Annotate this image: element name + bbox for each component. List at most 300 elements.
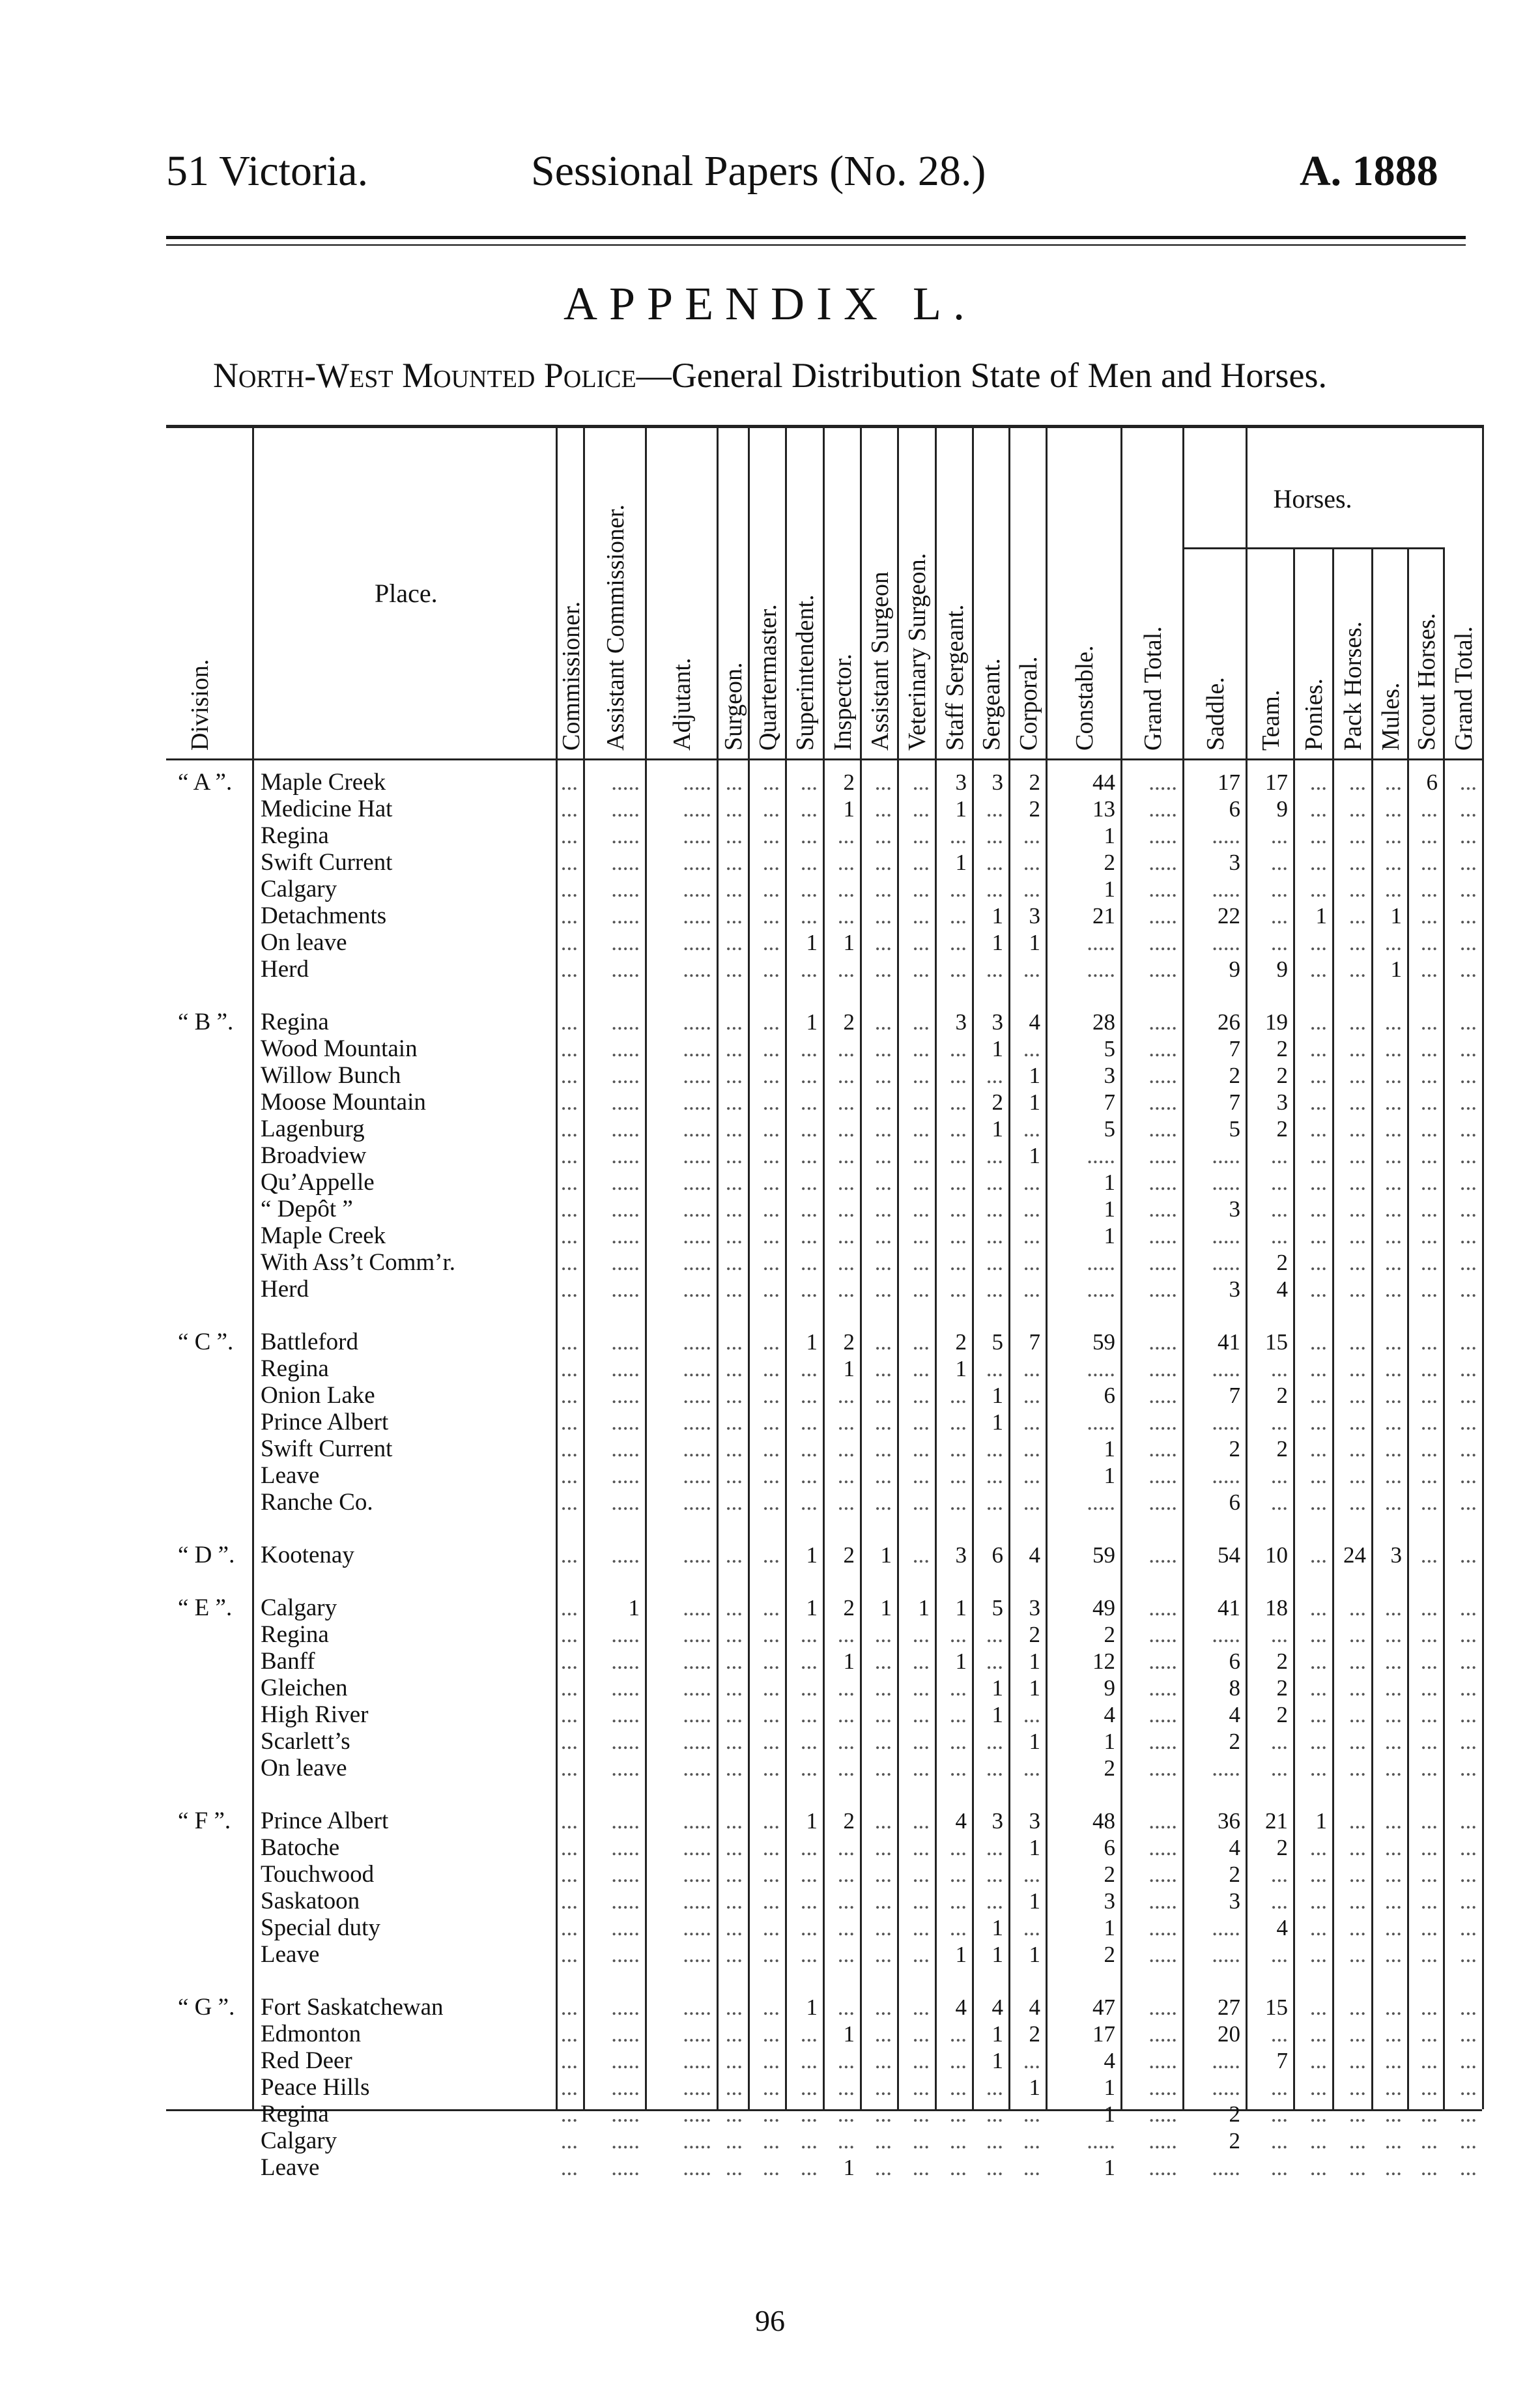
col-header-scout-horses: Scout Horses. xyxy=(1412,613,1440,751)
cell-dots: ..... xyxy=(611,1276,640,1302)
cell-value: 1 xyxy=(1029,1729,1040,1754)
cell-value: 1 xyxy=(991,1675,1003,1701)
table-subtitle xyxy=(0,355,1540,396)
cell-value: 3 xyxy=(955,1542,967,1568)
cell-dots: ... xyxy=(1348,2128,1366,2154)
cell-dots: ... xyxy=(762,1463,780,1488)
cell-dots: ... xyxy=(837,1675,855,1701)
cell-value: 3 xyxy=(1229,850,1240,875)
cell-dots: ... xyxy=(1348,1862,1366,1887)
cell-dots: ... xyxy=(949,903,967,929)
cell-dots: ..... xyxy=(611,850,640,875)
cell-dots: ... xyxy=(874,2021,892,2047)
cell-dots: ... xyxy=(874,1490,892,1515)
cell-value: 17 xyxy=(1218,770,1240,795)
cell-dots: ... xyxy=(949,1436,967,1462)
header-sessional-papers: Sessional Papers (No. 28.) xyxy=(531,147,986,195)
cell-dots: ..... xyxy=(683,1729,711,1754)
cell-dots: ... xyxy=(1348,1463,1366,1488)
cell-dots: ... xyxy=(1023,2101,1040,2127)
cell-dots: ... xyxy=(874,1436,892,1462)
cell-dots: ... xyxy=(1420,1276,1438,1302)
cell-dots: ... xyxy=(1270,1755,1288,1781)
cell-dots: ... xyxy=(1348,1223,1366,1248)
cell-dots: ... xyxy=(986,1862,1003,1887)
cell-dots: ... xyxy=(800,903,818,929)
cell-dots: ... xyxy=(874,1250,892,1275)
cell-dots: ... xyxy=(1309,1862,1327,1887)
cell-dots: ..... xyxy=(611,1089,640,1115)
cell-dots: ... xyxy=(874,1116,892,1142)
cell-dots: ... xyxy=(912,1490,930,1515)
cell-value: 1 xyxy=(955,796,967,822)
cell-dots: ... xyxy=(800,1835,818,1860)
cell-dots: ... xyxy=(949,1490,967,1515)
cell-dots: ..... xyxy=(611,1409,640,1435)
cell-dots: ... xyxy=(1309,930,1327,955)
cell-value: 2 xyxy=(843,1542,855,1568)
cell-dots: ... xyxy=(986,1463,1003,1488)
cell-dots: ... xyxy=(949,1383,967,1408)
cell-dots: ... xyxy=(560,2048,578,2073)
cell-value: 27 xyxy=(1218,1995,1240,2020)
cell-dots: ..... xyxy=(683,1063,711,1088)
cell-value: 1 xyxy=(1104,1196,1115,1222)
cell-dots: ... xyxy=(800,1356,818,1381)
cell-dots: ... xyxy=(1384,1702,1402,1727)
cell-dots: ... xyxy=(874,1675,892,1701)
cell-dots: ... xyxy=(1459,850,1477,875)
cell-value: 1 xyxy=(955,1595,967,1621)
cell-dots: ... xyxy=(986,1223,1003,1248)
cell-dots: ... xyxy=(986,1143,1003,1168)
cell-dots: ..... xyxy=(1212,2155,1240,2180)
cell-dots: ... xyxy=(1420,1196,1438,1222)
cell-value: 28 xyxy=(1092,1009,1115,1035)
place-name: Regina xyxy=(261,2101,329,2127)
cell-dots: ... xyxy=(1384,1089,1402,1115)
cell-dots: ... xyxy=(912,850,930,875)
cell-dots: ... xyxy=(949,1223,967,1248)
cell-dots: ..... xyxy=(1212,2075,1240,2100)
cell-dots: ... xyxy=(1459,1170,1477,1195)
cell-dots: ..... xyxy=(1148,1862,1177,1887)
cell-value: 3 xyxy=(1104,1063,1115,1088)
place-name: Regina xyxy=(261,1009,329,1035)
cell-value: 1 xyxy=(1029,1143,1040,1168)
cell-dots: ... xyxy=(1420,2128,1438,2154)
cell-dots: ... xyxy=(1459,1542,1477,1568)
cell-dots: ... xyxy=(1420,2075,1438,2100)
cell-dots: ... xyxy=(1384,1915,1402,1940)
cell-dots: ..... xyxy=(611,2128,640,2154)
cell-dots: ... xyxy=(762,1143,780,1168)
cell-dots: ... xyxy=(1348,1915,1366,1940)
cell-dots: ... xyxy=(1459,1995,1477,2020)
cell-dots: ..... xyxy=(683,1915,711,1940)
cell-dots: ..... xyxy=(611,1622,640,1647)
cell-dots: ... xyxy=(560,1356,578,1381)
cell-dots: ... xyxy=(1309,957,1327,982)
cell-dots: ... xyxy=(912,1170,930,1195)
cell-value: 7 xyxy=(1229,1036,1240,1061)
page-number: 96 xyxy=(755,2304,785,2337)
cell-dots: ... xyxy=(762,1915,780,1940)
cell-dots: ... xyxy=(560,1170,578,1195)
cell-dots: ... xyxy=(1348,1356,1366,1381)
place-name: Calgary xyxy=(261,1594,337,1621)
cell-dots: ..... xyxy=(1148,1888,1177,1914)
cell-dots: ... xyxy=(800,1143,818,1168)
cell-dots: ... xyxy=(874,1649,892,1674)
cell-dots: ... xyxy=(1420,1542,1438,1568)
col-header-superintendent: Superintendent. xyxy=(791,594,819,751)
cell-dots: ... xyxy=(1420,1729,1438,1754)
cell-dots: ... xyxy=(1348,1808,1366,1834)
cell-dots: ... xyxy=(1309,1329,1327,1355)
cell-dots: ..... xyxy=(1148,1063,1177,1088)
cell-dots: ..... xyxy=(683,1942,711,1967)
place-name: Calgary xyxy=(261,2127,337,2154)
cell-dots: ... xyxy=(949,1036,967,1061)
cell-dots: ..... xyxy=(683,1383,711,1408)
cell-dots: ... xyxy=(725,1143,743,1168)
cell-value: 41 xyxy=(1218,1595,1240,1621)
division-label: “ G ”. xyxy=(178,1994,235,2021)
cell-dots: ... xyxy=(874,1463,892,1488)
cell-dots: ... xyxy=(837,1835,855,1860)
cell-dots: ... xyxy=(1459,796,1477,822)
place-name: Regina xyxy=(261,1621,329,1648)
cell-dots: ... xyxy=(986,1170,1003,1195)
cell-value: 4 xyxy=(1029,1009,1040,1035)
cell-dots: ..... xyxy=(611,1009,640,1035)
col-header-horses: Horses. xyxy=(1273,484,1352,513)
cell-dots: ... xyxy=(1348,1250,1366,1275)
cell-dots: ... xyxy=(1023,1463,1040,1488)
cell-dots: ... xyxy=(725,2048,743,2073)
place-name: Wood Mountain xyxy=(261,1035,418,1062)
place-name: Leave xyxy=(261,1941,320,1968)
cell-dots: ... xyxy=(725,1995,743,2020)
cell-dots: ... xyxy=(912,1862,930,1887)
cell-value: 1 xyxy=(955,1942,967,1967)
cell-dots: ... xyxy=(874,1276,892,1302)
cell-dots: ... xyxy=(725,1835,743,1860)
cell-value: 9 xyxy=(1276,796,1288,822)
cell-dots: ... xyxy=(725,1862,743,1887)
cell-dots: ... xyxy=(949,1622,967,1647)
cell-value: 18 xyxy=(1265,1595,1288,1621)
cell-dots: ... xyxy=(762,1383,780,1408)
cell-dots: ... xyxy=(949,876,967,902)
cell-dots: ... xyxy=(1384,1942,1402,1967)
place-name: Leave xyxy=(261,2154,320,2181)
cell-value: 1 xyxy=(806,930,818,955)
cell-dots: ... xyxy=(949,1063,967,1088)
cell-dots: ..... xyxy=(611,1995,640,2020)
cell-dots: ... xyxy=(1348,1995,1366,2020)
cell-dots: ... xyxy=(1309,1196,1327,1222)
cell-dots: ..... xyxy=(683,957,711,982)
cell-dots: ..... xyxy=(611,2021,640,2047)
cell-dots: ... xyxy=(1384,2128,1402,2154)
cell-dots: ... xyxy=(1309,1223,1327,1248)
cell-dots: ... xyxy=(800,1622,818,1647)
cell-dots: ... xyxy=(560,1409,578,1435)
cell-dots: ... xyxy=(874,1329,892,1355)
cell-dots: ... xyxy=(725,876,743,902)
cell-dots: ... xyxy=(800,1888,818,1914)
cell-dots: ... xyxy=(560,1702,578,1727)
cell-value: 2 xyxy=(1104,1755,1115,1781)
cell-dots: ... xyxy=(1459,1276,1477,1302)
col-header-inspector: Inspector. xyxy=(829,654,857,751)
cell-dots: ... xyxy=(1384,2048,1402,2073)
cell-dots: ... xyxy=(1459,1888,1477,1914)
cell-value: 4 xyxy=(991,1995,1003,2020)
cell-dots: ... xyxy=(1023,823,1040,848)
cell-dots: ... xyxy=(874,796,892,822)
cell-dots: ..... xyxy=(1148,1250,1177,1275)
cell-dots: ... xyxy=(1309,1622,1327,1647)
cell-dots: ..... xyxy=(683,1808,711,1834)
cell-dots: ... xyxy=(912,2048,930,2073)
cell-value: 15 xyxy=(1265,1329,1288,1355)
cell-dots: ..... xyxy=(611,1356,640,1381)
cell-dots: ..... xyxy=(1087,1409,1115,1435)
cell-dots: ... xyxy=(874,2048,892,2073)
cell-dots: ... xyxy=(986,850,1003,875)
cell-value: 4 xyxy=(955,1995,967,2020)
cell-value: 12 xyxy=(1092,1649,1115,1674)
cell-dots: ..... xyxy=(611,1835,640,1860)
col-header-team: Team. xyxy=(1257,689,1285,751)
cell-dots: ... xyxy=(986,1888,1003,1914)
cell-dots: ..... xyxy=(683,2075,711,2100)
cell-dots: ... xyxy=(912,1409,930,1435)
cell-dots: ... xyxy=(1384,2075,1402,2100)
cell-dots: ... xyxy=(560,1675,578,1701)
cell-dots: ... xyxy=(762,1622,780,1647)
cell-dots: ... xyxy=(725,796,743,822)
cell-dots: ..... xyxy=(683,1862,711,1887)
cell-dots: ... xyxy=(800,1729,818,1754)
cell-dots: ... xyxy=(762,823,780,848)
cell-value: 2 xyxy=(1104,850,1115,875)
cell-dots: ... xyxy=(912,876,930,902)
cell-dots: ... xyxy=(837,903,855,929)
cell-dots: ... xyxy=(837,2075,855,2100)
cell-dots: ... xyxy=(986,1436,1003,1462)
cell-dots: ... xyxy=(560,1143,578,1168)
cell-dots: ... xyxy=(837,2048,855,2073)
cell-value: 2 xyxy=(1229,1862,1240,1887)
cell-dots: ... xyxy=(560,1915,578,1940)
cell-dots: ... xyxy=(949,1862,967,1887)
cell-dots: ... xyxy=(1459,1436,1477,1462)
cell-dots: ... xyxy=(560,1888,578,1914)
cell-dots: ..... xyxy=(1212,1143,1240,1168)
cell-dots: ..... xyxy=(1148,1595,1177,1621)
cell-dots: ... xyxy=(1459,1675,1477,1701)
cell-dots: ... xyxy=(1309,1356,1327,1381)
cell-dots: ... xyxy=(800,770,818,795)
cell-dots: ... xyxy=(949,1463,967,1488)
cell-dots: ... xyxy=(725,1702,743,1727)
cell-dots: ... xyxy=(762,903,780,929)
cell-dots: ..... xyxy=(683,1116,711,1142)
cell-dots: ..... xyxy=(1212,1250,1240,1275)
cell-dots: ... xyxy=(1384,823,1402,848)
cell-dots: ... xyxy=(1348,2101,1366,2127)
cell-dots: ..... xyxy=(1148,1089,1177,1115)
cell-dots: ... xyxy=(837,1702,855,1727)
cell-dots: ..... xyxy=(1148,770,1177,795)
cell-value: 2 xyxy=(1229,2128,1240,2154)
cell-dots: ... xyxy=(986,2101,1003,2127)
cell-dots: ... xyxy=(986,823,1003,848)
cell-dots: ... xyxy=(800,2155,818,2180)
cell-dots: ... xyxy=(837,1409,855,1435)
cell-dots: ... xyxy=(912,2021,930,2047)
cell-dots: ... xyxy=(800,957,818,982)
cell-dots: ... xyxy=(837,1250,855,1275)
place-name: Medicine Hat xyxy=(261,796,393,822)
cell-dots: ... xyxy=(912,1223,930,1248)
cell-value: 1 xyxy=(1104,1223,1115,1248)
cell-dots: ... xyxy=(560,1622,578,1647)
cell-value: 1 xyxy=(1104,1463,1115,1488)
cell-value: 1 xyxy=(1104,823,1115,848)
cell-dots: ... xyxy=(912,1329,930,1355)
cell-dots: ... xyxy=(874,1835,892,1860)
cell-dots: ... xyxy=(1384,1009,1402,1035)
cell-dots: ... xyxy=(560,1649,578,1674)
cell-dots: ... xyxy=(1420,1888,1438,1914)
cell-dots: ... xyxy=(1309,2021,1327,2047)
cell-dots: ..... xyxy=(611,1196,640,1222)
cell-dots: ... xyxy=(1459,1036,1477,1061)
cell-dots: ..... xyxy=(1148,1356,1177,1381)
cell-dots: ... xyxy=(1384,1143,1402,1168)
cell-dots: ..... xyxy=(611,1755,640,1781)
cell-dots: ... xyxy=(1348,1595,1366,1621)
cell-dots: ... xyxy=(762,1036,780,1061)
cell-dots: ... xyxy=(1023,957,1040,982)
cell-value: 1 xyxy=(1104,1170,1115,1195)
cell-dots: ... xyxy=(560,2128,578,2154)
cell-dots: ..... xyxy=(683,1490,711,1515)
place-name: Broadview xyxy=(261,1142,367,1169)
cell-dots: ... xyxy=(986,796,1003,822)
cell-dots: ... xyxy=(1384,1729,1402,1754)
cell-dots: ... xyxy=(1384,770,1402,795)
cell-dots: ... xyxy=(1348,2048,1366,2073)
cell-dots: ... xyxy=(837,850,855,875)
cell-dots: ..... xyxy=(683,1436,711,1462)
cell-dots: ... xyxy=(1384,1649,1402,1674)
cell-dots: ..... xyxy=(1148,1170,1177,1195)
col-header-staff-sergeant: Staff Sergeant. xyxy=(941,604,969,751)
col-header-asst-commissioner: Assistant Commissioner. xyxy=(601,504,629,751)
cell-dots: ..... xyxy=(1148,850,1177,875)
cell-value: 1 xyxy=(991,1409,1003,1435)
cell-dots: ... xyxy=(725,1595,743,1621)
cell-dots: ... xyxy=(725,1250,743,1275)
cell-dots: ... xyxy=(1023,1755,1040,1781)
cell-dots: ... xyxy=(1459,1463,1477,1488)
cell-dots: ... xyxy=(986,1063,1003,1088)
cell-dots: ... xyxy=(762,1356,780,1381)
cell-value: 1 xyxy=(1104,1729,1115,1754)
cell-dots: ... xyxy=(1309,1490,1327,1515)
cell-value: 1 xyxy=(806,1995,818,2020)
cell-dots: ... xyxy=(874,1755,892,1781)
cell-value: 1 xyxy=(991,2021,1003,2047)
cell-value: 2 xyxy=(1229,2101,1240,2127)
cell-dots: ... xyxy=(1348,1755,1366,1781)
cell-dots: ... xyxy=(1348,2021,1366,2047)
cell-dots: ..... xyxy=(683,796,711,822)
cell-value: 2 xyxy=(1029,796,1040,822)
cell-dots: ..... xyxy=(1087,1143,1115,1168)
cell-dots: ..... xyxy=(683,1622,711,1647)
cell-dots: ... xyxy=(1459,1250,1477,1275)
cell-dots: ... xyxy=(725,823,743,848)
place-name: Edmonton xyxy=(261,2021,362,2047)
cell-dots: ... xyxy=(1420,2101,1438,2127)
cell-dots: ... xyxy=(725,1888,743,1914)
cell-dots: ... xyxy=(912,2155,930,2180)
cell-dots: ... xyxy=(1270,1888,1288,1914)
cell-value: 6 xyxy=(1426,770,1438,795)
cell-dots: ... xyxy=(1459,1409,1477,1435)
cell-dots: ... xyxy=(837,1729,855,1754)
cell-dots: ..... xyxy=(611,1729,640,1754)
cell-dots: ..... xyxy=(1148,1383,1177,1408)
cell-dots: ... xyxy=(1384,1490,1402,1515)
cell-dots: ..... xyxy=(1148,1116,1177,1142)
cell-dots: ... xyxy=(986,2075,1003,2100)
cell-dots: ... xyxy=(1023,1276,1040,1302)
cell-dots: ... xyxy=(912,1888,930,1914)
cell-dots: ... xyxy=(725,1808,743,1834)
cell-dots: ... xyxy=(1270,1942,1288,1967)
cell-dots: ... xyxy=(725,2075,743,2100)
cell-dots: ..... xyxy=(1087,957,1115,982)
cell-dots: ... xyxy=(800,1409,818,1435)
cell-dots: ... xyxy=(1384,1356,1402,1381)
division-label: “ D ”. xyxy=(178,1542,235,1568)
cell-dots: ... xyxy=(874,1036,892,1061)
cell-dots: ... xyxy=(874,930,892,955)
cell-dots: ..... xyxy=(611,2075,640,2100)
cell-dots: ... xyxy=(912,1808,930,1834)
cell-dots: ... xyxy=(1348,1009,1366,1035)
cell-dots: ... xyxy=(1309,1649,1327,1674)
cell-dots: ... xyxy=(800,2101,818,2127)
cell-value: 59 xyxy=(1092,1329,1115,1355)
cell-dots: ... xyxy=(560,930,578,955)
cell-value: 13 xyxy=(1092,796,1115,822)
cell-dots: ... xyxy=(1309,1835,1327,1860)
cell-dots: ..... xyxy=(683,1649,711,1674)
cell-dots: ... xyxy=(762,1089,780,1115)
cell-value: 3 xyxy=(955,770,967,795)
cell-dots: ... xyxy=(874,1702,892,1727)
cell-dots: ..... xyxy=(611,1250,640,1275)
